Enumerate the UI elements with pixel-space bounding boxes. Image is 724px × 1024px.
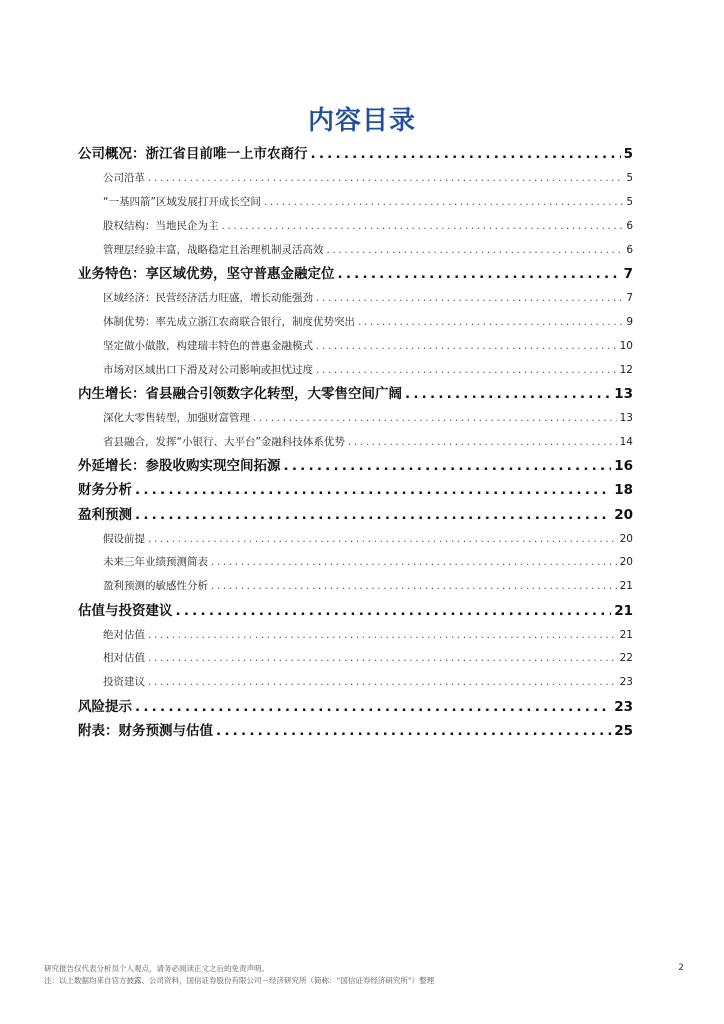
toc-subsection-entry[interactable] (78, 574, 633, 598)
toc-title: 内容目录 (307, 106, 416, 136)
toc-entry-page: 16 (614, 458, 633, 475)
toc-section-entry[interactable] (78, 382, 633, 406)
toc-dot-leader (148, 647, 617, 671)
toc-entry-title: 股权结构：当地民企为主 (103, 219, 219, 232)
toc-entry-title: 市场对区域出口下滑及对公司影响或担忧过度 (103, 363, 313, 376)
toc-entry-title: 外延增长：参股收购实现空间拓源 (78, 458, 281, 475)
toc-section-entry[interactable] (78, 262, 633, 286)
toc-entry-title: 业务特色：享区域优势，坚守普惠金融定位 (78, 266, 335, 283)
footer-disclaimer (44, 963, 664, 987)
toc-dot-leader (316, 334, 617, 358)
toc-entry-page: 23 (614, 698, 633, 715)
toc-dot-leader (135, 503, 611, 527)
toc-dot-leader (148, 623, 617, 647)
toc-dot-leader (311, 142, 621, 166)
toc-entry-title: 体制优势：率先成立浙江农商联合银行，制度优势突出 (103, 315, 355, 328)
toc-subsection-entry[interactable] (78, 238, 633, 262)
toc-entry-page: 18 (614, 482, 633, 499)
footer-line-1: 研究报告仅代表分析员个人观点，请务必阅读正文之后的免责声明。 (44, 964, 269, 973)
toc-entry-title: 省县融合，发挥“小银行、大平台”金融科技体系优势 (103, 435, 345, 448)
toc-section-entry[interactable] (78, 478, 633, 502)
toc-subsection-entry[interactable] (78, 670, 633, 694)
toc-dot-leader (222, 214, 624, 238)
toc-entry-title: 盈利预测 (78, 506, 132, 523)
toc-entry-page: 21 (614, 602, 633, 619)
toc-entry-page: 13 (614, 386, 633, 403)
toc-dot-leader (358, 310, 623, 334)
toc-entry-title: 管理层经验丰富，战略稳定且治理机制灵活高效 (103, 243, 324, 256)
toc-section-entry[interactable] (78, 719, 633, 743)
toc-entry-title: 风险提示 (78, 698, 132, 715)
toc-subsection-entry[interactable] (78, 623, 633, 647)
toc-subsection-entry[interactable] (78, 527, 633, 551)
toc-subsection-entry[interactable] (78, 647, 633, 671)
toc-dot-leader (264, 190, 623, 214)
footer-line-2: 注：以上数据均来自官方披露、公司资料，国信证券股份有限公司－经济研究所（简称：“国信证券经济研究所”）整理 (44, 976, 435, 985)
toc-entry-title: 公司概况：浙江省目前唯一上市农商行 (78, 146, 308, 163)
toc-entry-page: 20 (619, 532, 633, 545)
toc-section-entry[interactable] (78, 694, 633, 718)
toc-dot-leader (135, 478, 611, 502)
toc-subsection-entry[interactable] (78, 310, 633, 334)
toc-section-entry[interactable] (78, 598, 633, 622)
page-number: 2 (678, 963, 684, 973)
toc-entry-page: 7 (626, 292, 633, 305)
toc-entry-title: 坚定做小做散，构建瑞丰特色的普惠金融模式 (103, 339, 313, 352)
toc-entry-page: 21 (619, 580, 633, 593)
toc-subsection-entry[interactable] (78, 430, 633, 454)
toc-subsection-entry[interactable] (78, 190, 633, 214)
toc-dot-leader (148, 527, 617, 551)
toc-dot-leader (316, 286, 623, 310)
toc-entry-page: 6 (626, 219, 633, 232)
toc-entry-page: 5 (626, 172, 633, 185)
toc-subsection-entry[interactable] (78, 214, 633, 238)
toc-dot-leader (148, 166, 623, 190)
toc-entry-page: 5 (626, 196, 633, 209)
toc-dot-leader (148, 670, 617, 694)
toc-subsection-entry[interactable] (78, 551, 633, 575)
toc-dot-leader (253, 406, 617, 430)
toc-subsection-entry[interactable] (78, 286, 633, 310)
toc-entry-title: 深化大零售转型，加强财富管理 (103, 411, 250, 424)
toc-entry-title: 相对估值 (103, 652, 145, 665)
toc-entry-title: “一基四箭”区域发展打开成长空间 (103, 196, 261, 209)
toc-dot-leader (211, 574, 617, 598)
toc-dot-leader (216, 719, 611, 743)
toc-entry-page: 23 (619, 676, 633, 689)
toc-entry-title: 财务分析 (78, 482, 132, 499)
toc-dot-leader (316, 358, 617, 382)
toc-entry-page: 20 (614, 506, 633, 523)
toc-entry-page: 6 (626, 243, 633, 256)
toc-entry-page: 7 (623, 266, 633, 283)
toc-entry-title: 假设前提 (103, 532, 145, 545)
toc-subsection-entry[interactable] (78, 406, 633, 430)
toc-entry-page: 14 (619, 435, 633, 448)
toc-entry-page: 13 (619, 411, 633, 424)
toc-dot-leader (211, 551, 617, 575)
toc-section-entry[interactable] (78, 454, 633, 478)
toc-dot-leader (327, 238, 624, 262)
toc-entry-title: 估值与投资建议 (78, 602, 173, 619)
toc-entry-title: 附表：财务预测与估值 (78, 722, 213, 739)
toc-entry-title: 绝对估值 (103, 628, 145, 641)
toc-dot-leader (338, 262, 621, 286)
toc-entry-page: 10 (619, 339, 633, 352)
toc-section-entry[interactable] (78, 502, 633, 526)
toc-section-entry[interactable] (78, 142, 633, 166)
toc-entry-page: 5 (623, 146, 633, 163)
toc-entry-page: 12 (619, 363, 633, 376)
toc-dot-leader (135, 695, 611, 719)
toc-dot-leader (405, 382, 611, 406)
toc-entry-page: 9 (626, 315, 633, 328)
toc-subsection-entry[interactable] (78, 358, 633, 382)
toc-subsection-entry[interactable] (78, 334, 633, 358)
toc-entry-page: 21 (619, 628, 633, 641)
toc-entry-title: 区域经济：民营经济活力旺盛，增长动能强劲 (103, 292, 313, 305)
toc-dot-leader (348, 430, 617, 454)
toc-entry-title: 未来三年业绩预测简表 (103, 556, 208, 569)
toc-entry-title: 投资建议 (103, 676, 145, 689)
toc-entry-page: 22 (619, 652, 633, 665)
toc-dot-leader (176, 599, 612, 623)
toc-entry-page: 25 (614, 722, 633, 739)
toc-dot-leader (284, 454, 612, 478)
toc-subsection-entry[interactable] (78, 166, 633, 190)
table-of-contents (78, 142, 633, 743)
toc-entry-title: 公司沿革 (103, 172, 145, 185)
toc-entry-title: 盈利预测的敏感性分析 (103, 580, 208, 593)
toc-entry-page: 20 (619, 556, 633, 569)
toc-entry-title: 内生增长：省县融合引领数字化转型，大零售空间广阔 (78, 386, 402, 403)
